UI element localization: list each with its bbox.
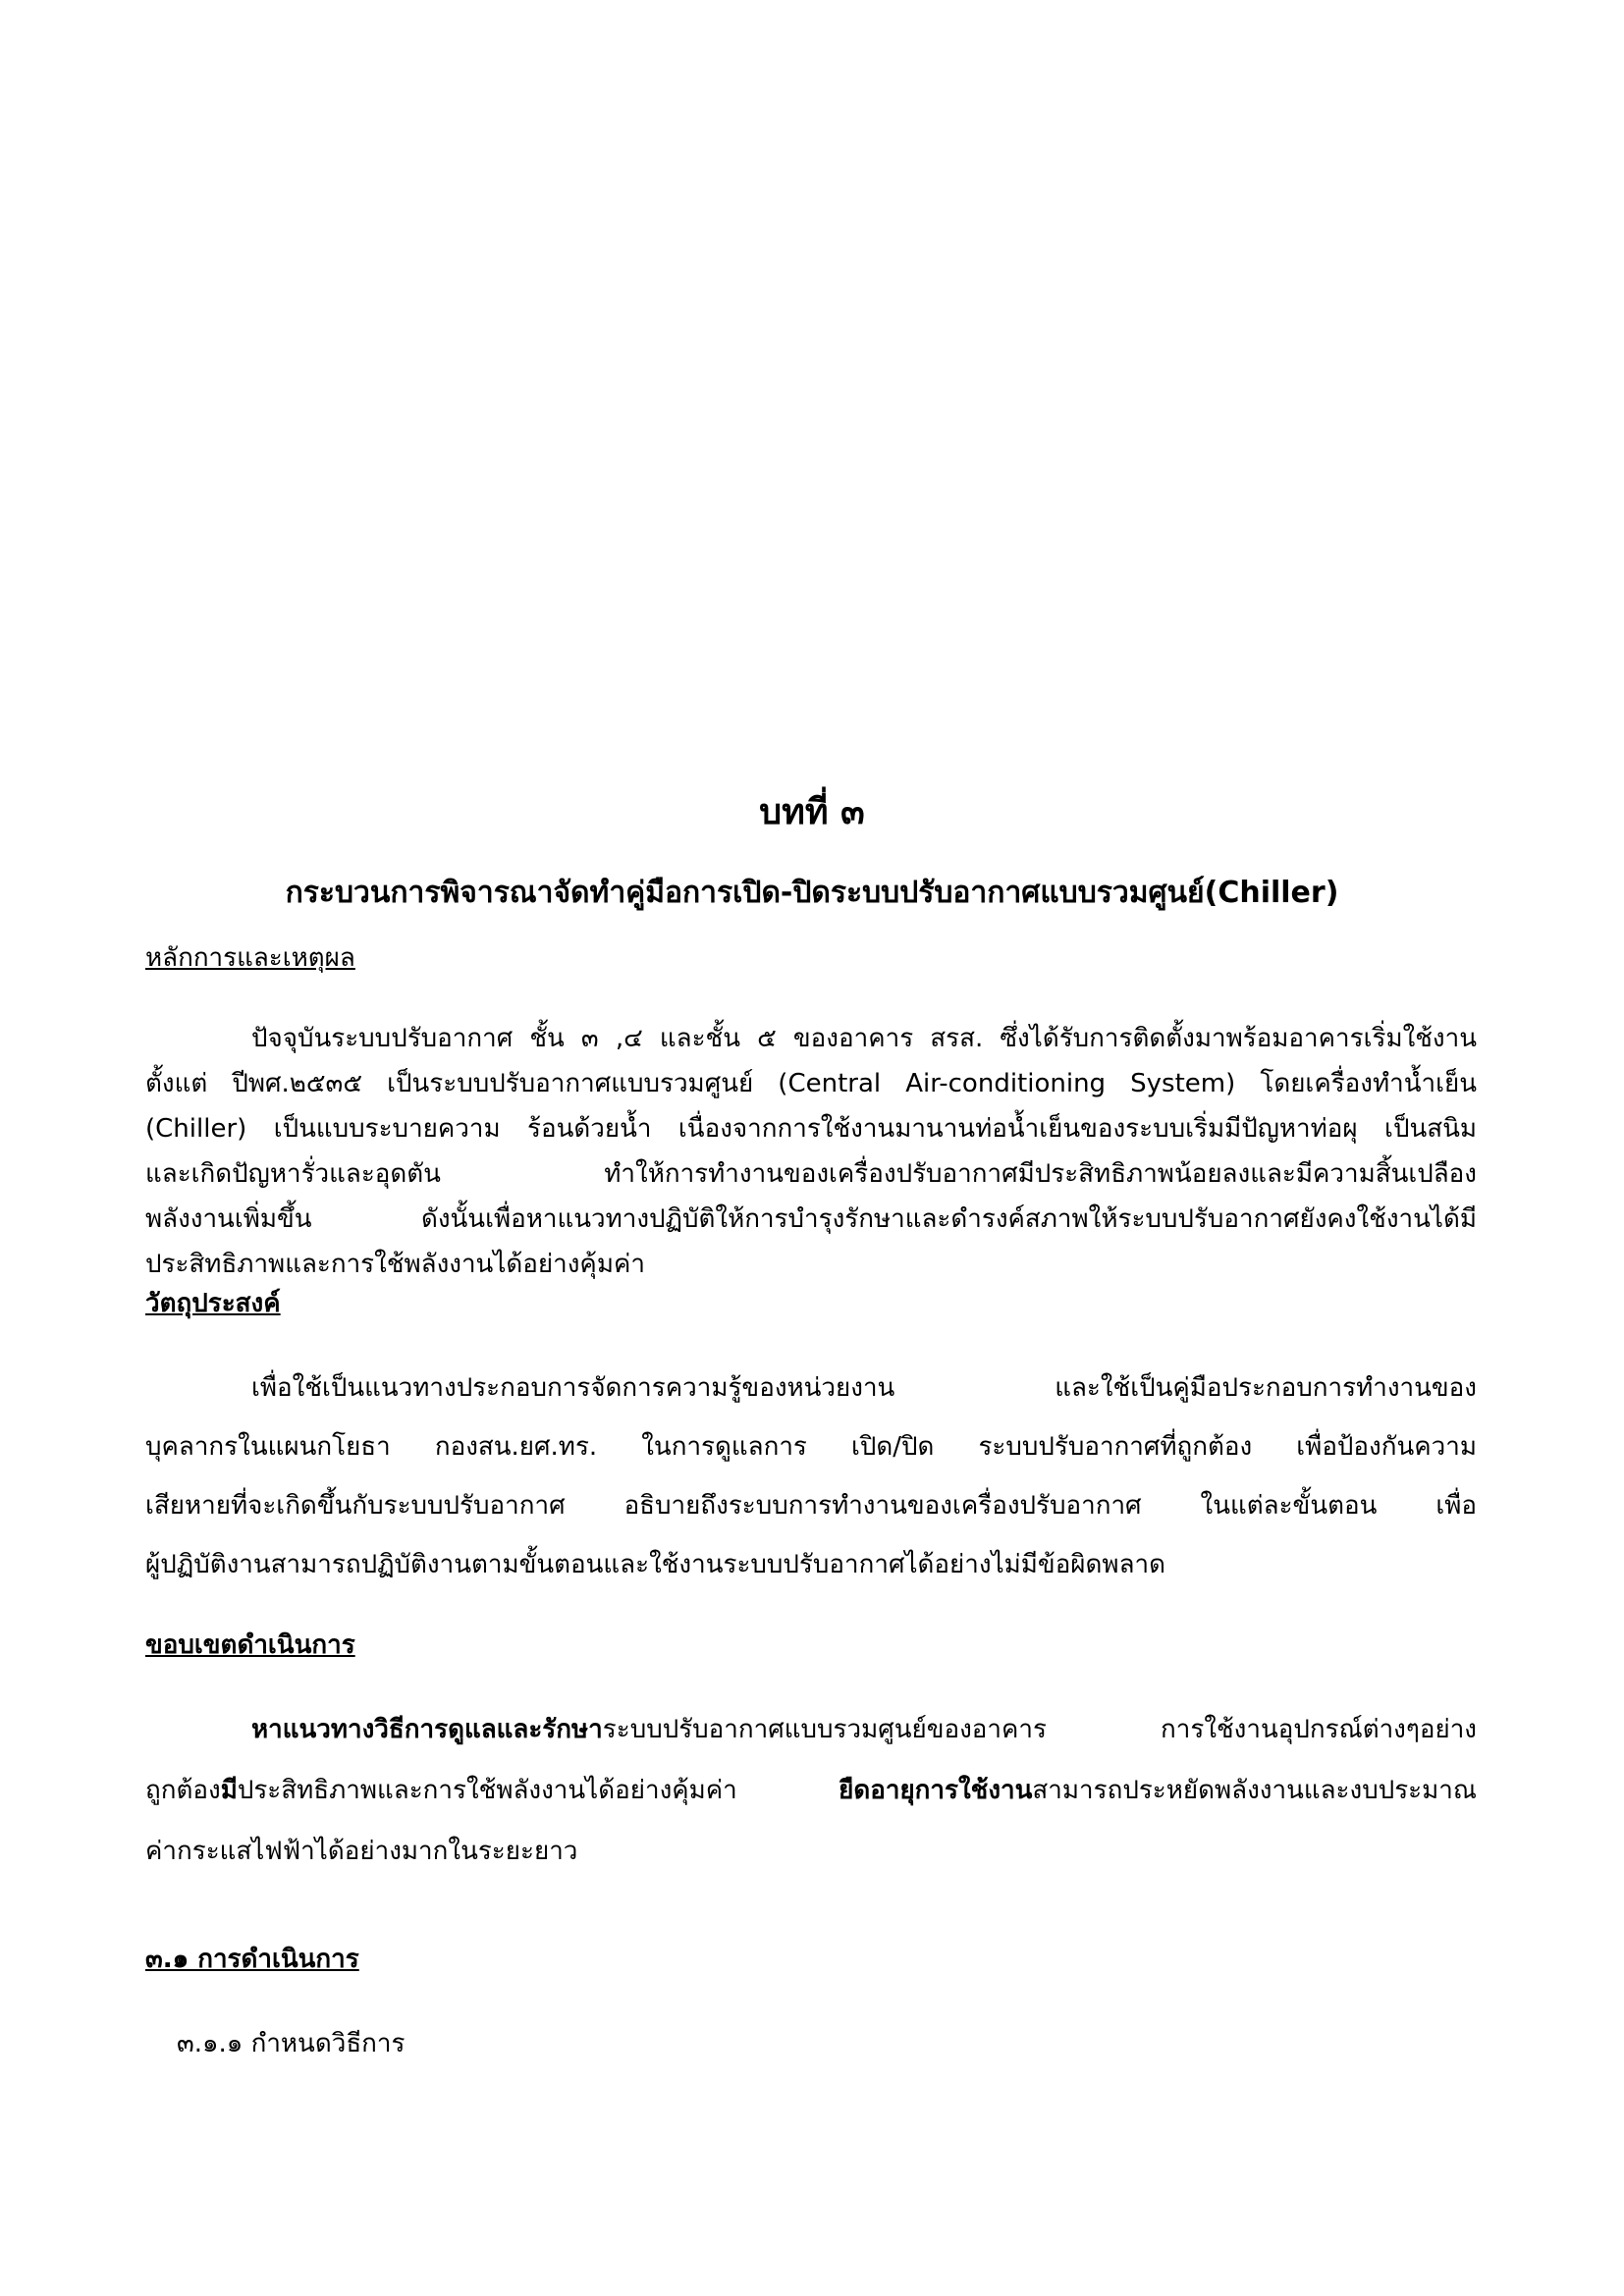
scope-bold-phrase: ยืดอายุการใช้งาน — [839, 1776, 1033, 1805]
paragraph-line: (Chiller) เป็นแบบระบายความ ร้อนด้วยน้ำ เนื่องจากการใช้งานมานานท่อน้ำเย็นของระบบเริ่มมีปัญหาท่อผุ เป็นสนิม — [145, 1114, 1477, 1144]
paragraph-line — [145, 1712, 1477, 1747]
scope-text: ถูกต้อง — [145, 1776, 221, 1805]
paragraph-line — [145, 1773, 1477, 1808]
scope-bold-phrase: มี — [220, 1776, 238, 1805]
scope-text: ประสิทธิภาพและการใช้พลังงานได้อย่างคุ้มค่า — [237, 1776, 839, 1805]
scope-text: สามารถประหยัดพลังงานและงบประมาณ — [1032, 1776, 1477, 1805]
scope-heading: ขอบเขตดำเนินการ — [145, 1630, 355, 1660]
paragraph-line: เสียหายที่จะเกิดขึ้นกับระบบปรับอากาศ อธิบายถึงระบบการทำงานของเครื่องปรับอากาศ ในแต่ละขั้นตอน เพื่อ — [145, 1491, 1477, 1521]
objectives-heading: วัตถุประสงค์ — [145, 1289, 281, 1318]
scope-text: ระบบปรับอากาศแบบรวมศูนย์ของอาคาร การใช้งานอุปกรณ์ต่างๆอย่าง — [602, 1715, 1477, 1744]
scope-bold-phrase: หาแนวทางวิธีการดูแลและรักษา — [251, 1715, 603, 1744]
section-3-1-1-item: ๓.๑.๑ กำหนดวิธีการ — [177, 2029, 406, 2058]
paragraph-line: เพื่อใช้เป็นแนวทางประกอบการจัดการความรู้ของหน่วยงาน และใช้เป็นคู่มือประกอบการทำงานของ — [251, 1373, 1477, 1403]
paragraph-line: ผู้ปฏิบัติงานสามารถปฏิบัติงานตามขั้นตอนและใช้งานระบบปรับอากาศได้อย่างไม่มีข้อผิดพลาด — [145, 1550, 1165, 1579]
principles-heading: หลักการและเหตุผล — [145, 943, 355, 973]
paragraph-line: ค่ากระแสไฟฟ้าได้อย่างมากในระยะยาว — [145, 1837, 578, 1866]
section-3-1-heading: ๓.๑ การดำเนินการ — [145, 1945, 359, 1974]
paragraph-line: ตั้งแต่ ปีพศ.๒๕๓๕ เป็นระบบปรับอากาศแบบรวมศูนย์ (Central Air-conditioning System) โดยเครื่องทำน้ำเย็น — [145, 1069, 1477, 1098]
paragraph-line: ประสิทธิภาพและการใช้พลังงานได้อย่างคุ้มค่า — [145, 1250, 645, 1279]
document-title: กระบวนการพิจารณาจัดทำคู่มือการเปิด-ปิดระบบปรับอากาศแบบรวมศูนย์(Chiller) — [285, 876, 1339, 910]
chapter-title: บทที่ ๓ — [759, 792, 865, 832]
paragraph-line: ปัจจุบันระบบปรับอากาศ ชั้น ๓ ,๔ และชั้น ๕ ของอาคาร สรส. ซึ่งได้รับการติดตั้งมาพร้อมอาคารเริ่มใช้งาน — [251, 1024, 1477, 1053]
paragraph-line: พลังงานเพิ่มขึ้น ดังนั้นเพื่อหาแนวทางปฏิบัติให้การบำรุงรักษาและดำรงค์สภาพให้ระบบปรับอากาศยังคงใช้งานได้มี — [145, 1204, 1477, 1234]
paragraph-line: และเกิดปัญหารั่วและอุดตัน ทำให้การทำงานของเครื่องปรับอากาศมีประสิทธิภาพน้อยลงและมีความสิ้นเปลือง — [145, 1159, 1477, 1189]
paragraph-line: บุคลากรในแผนกโยธา กองสน.ยศ.ทร. ในการดูแลการ เปิด/ปิด ระบบปรับอากาศที่ถูกต้อง เพื่อป้องกันความ — [145, 1432, 1477, 1462]
